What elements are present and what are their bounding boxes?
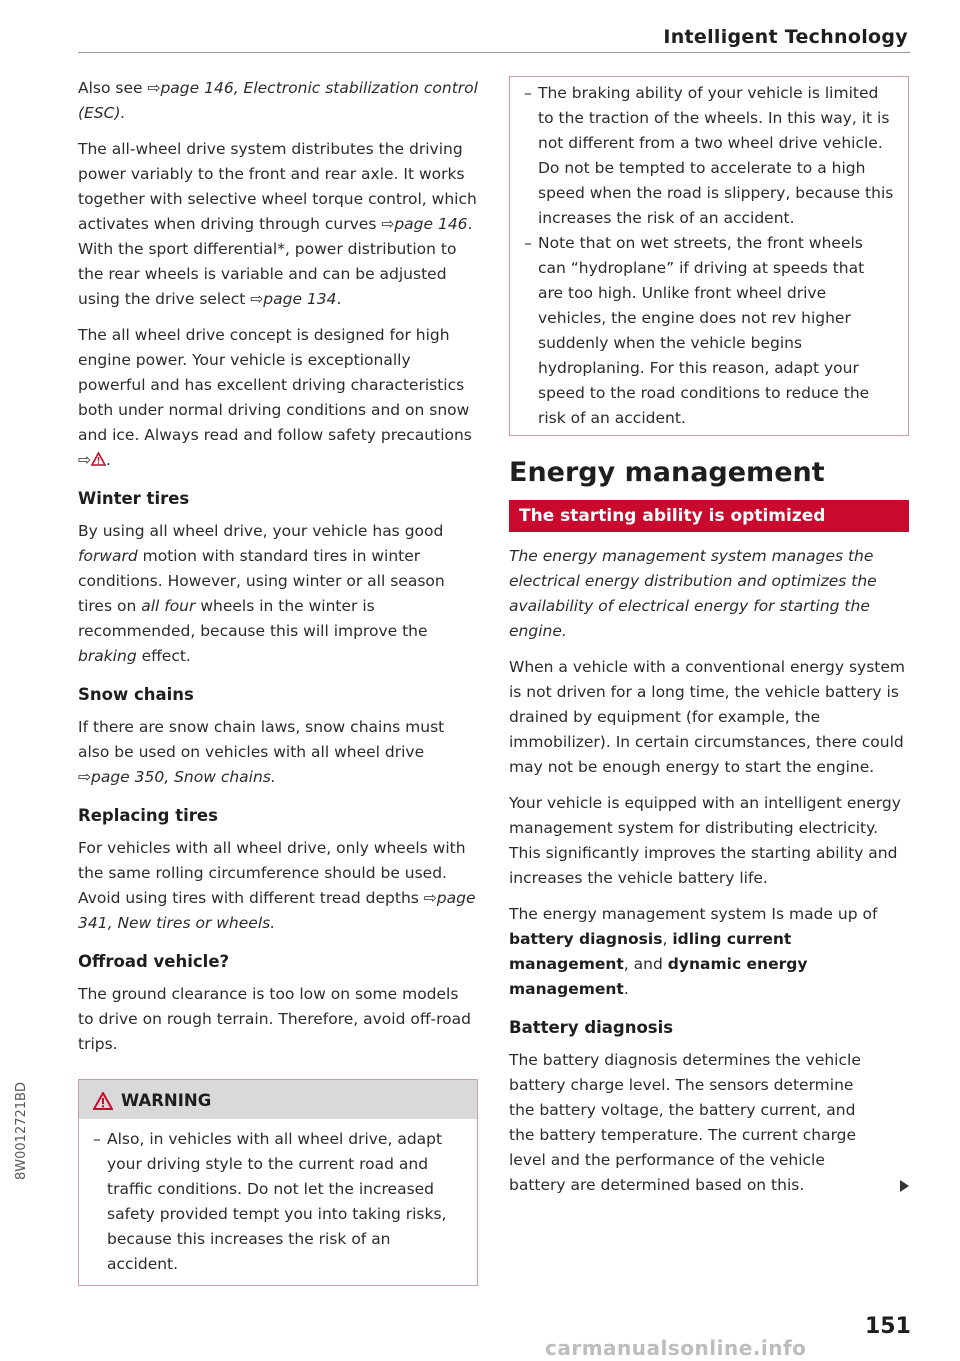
replacing-tires-heading: Replacing tires — [78, 806, 218, 825]
text: , — [662, 930, 673, 948]
text: Also see — [78, 79, 148, 97]
text: battery diagnosis — [509, 930, 663, 948]
watermark: carmanualsonline.info — [545, 1336, 807, 1360]
section-title: Energy management — [509, 457, 825, 488]
text: The all-wheel drive system distributes the driving power variably to the front and rear axle. It works together with selective wheel torque control, which activates when driving through curves — [78, 140, 477, 233]
text: braking — [78, 647, 137, 665]
chapter-title: Intelligent Technology — [663, 26, 908, 48]
text: If there are snow chain laws, snow chains must also be used on vehicles with all wheel drive — [78, 718, 445, 761]
snow-chains-paragraph — [78, 715, 478, 790]
list-item: – The braking ability of your vehicle is limited to the traction of the wheels. In this way, it is not different from a two wheel drive vehicle. Do not be tempted to accelerate to a high speed when the road is slippery, because this increases the risk of an accident. — [524, 81, 894, 231]
winter-tires-paragraph — [78, 519, 478, 669]
page-146-link[interactable]: ⇨page 146 — [381, 215, 468, 233]
offroad-heading: Offroad vehicle? — [78, 952, 230, 971]
text: By using all wheel drive, your vehicle has good — [78, 522, 444, 540]
awd-distribution-paragraph — [78, 137, 478, 312]
list-item: – Note that on wet streets, the front wheels can “hydroplane” if driving at speeds that are too high. Unlike front wheel drive vehicles, the engine does not rev higher suddenly when the vehicle begins hydroplaning. For this reason, adapt your speed to the road conditions to reduce the risk of an accident. — [524, 231, 894, 431]
conventional-system-paragraph: When a vehicle with a conventional energy system is not driven for a long time, the vehicle battery is drained by equipment (for example, the immobilizer). In certain circumstances, there could may not be enough energy to start the engine. — [509, 658, 905, 776]
replacing-tires-paragraph — [78, 836, 478, 936]
offroad-paragraph: The ground clearance is too low on some models to drive on rough terrain. Therefore, avoid off-road trips. — [78, 985, 471, 1053]
text: , and — [623, 955, 668, 973]
text: all four — [141, 597, 196, 615]
text: effect. — [136, 647, 191, 665]
text: The energy management system Is made up of — [509, 905, 878, 923]
battery-diagnosis-heading: Battery diagnosis — [509, 1018, 674, 1037]
text: . With the sport differential*, power distribution to the rear wheels is variable and can be adjusted using the drive select — [78, 215, 473, 308]
text: . — [623, 980, 629, 998]
esc-page-link[interactable]: ⇨page 146, Electronic stabilization control (ESC). — [78, 79, 478, 122]
header-divider — [78, 52, 910, 53]
page-134-link[interactable]: ⇨page 134 — [250, 290, 337, 308]
warning-triangle-icon — [93, 1092, 113, 1110]
warning-body — [79, 1119, 477, 1285]
text: . — [336, 290, 342, 308]
intro-paragraph: The energy management system manages the electrical energy distribution and optimizes the availability of electrical energy for starting the engine. — [509, 547, 877, 640]
right-column — [509, 76, 909, 1209]
text: The all wheel drive concept is designed for high engine power. Your vehicle is exceptionally powerful and has excellent driving characteristics both under normal driving conditions and on snow and ice. Always read and follow safety precautions ⇨ — [78, 326, 472, 469]
warning-triangle-icon — [91, 452, 106, 466]
warning-header — [79, 1080, 477, 1119]
list-item: – Also, in vehicles with all wheel drive, adapt your driving style to the current road and traffic conditions. Do not let the increased safety provided tempt you into taking risks, because this increases the risk of an accident. — [93, 1127, 463, 1277]
intelligent-system-paragraph: Your vehicle is equipped with an intelligent energy management system for distributing electricity. This significantly improves the starting ability and increases the vehicle battery life. — [509, 794, 901, 887]
left-column — [78, 76, 478, 1286]
warning-box — [78, 1079, 478, 1286]
components-paragraph — [509, 902, 909, 1002]
new-tires-link[interactable]: ⇨page 341, New tires or wheels. — [78, 889, 476, 932]
subsection-banner: The starting ability is optimized — [509, 500, 909, 532]
text: For vehicles with all wheel drive, only wheels with the same rolling circumference should be used. Avoid using tires with different tread depths — [78, 839, 466, 907]
text: dynamic energy management — [509, 955, 808, 998]
snow-chains-heading: Snow chains — [78, 685, 194, 704]
warning-list — [93, 1127, 463, 1277]
warning-continuation-list — [524, 81, 894, 431]
warning-continuation-box — [509, 76, 909, 436]
winter-tires-heading: Winter tires — [78, 489, 190, 508]
text: forward — [78, 547, 138, 565]
continue-arrow-icon — [900, 1180, 909, 1192]
text: idling current management — [509, 930, 792, 973]
battery-diagnosis-paragraph — [509, 1048, 909, 1198]
page-number: 151 — [865, 1314, 911, 1339]
warning-title: WARNING — [121, 1091, 212, 1110]
snow-chains-link[interactable]: ⇨page 350, Snow chains. — [78, 768, 276, 786]
text: wheels in the winter is recommended, because this will improve the — [78, 597, 428, 640]
see-also-paragraph — [78, 76, 478, 126]
awd-concept-paragraph — [78, 323, 478, 473]
document-code: 8W0012721BD — [14, 1082, 29, 1180]
text: . — [106, 451, 111, 469]
text: motion with standard tires in winter conditions. However, using winter or all season tires on — [78, 547, 445, 615]
text: The battery diagnosis determines the vehicle battery charge level. The sensors determine the battery voltage, the battery current, and the battery temperature. The current charge level and the performance of the vehicle battery are determined based on this. — [509, 1051, 861, 1194]
